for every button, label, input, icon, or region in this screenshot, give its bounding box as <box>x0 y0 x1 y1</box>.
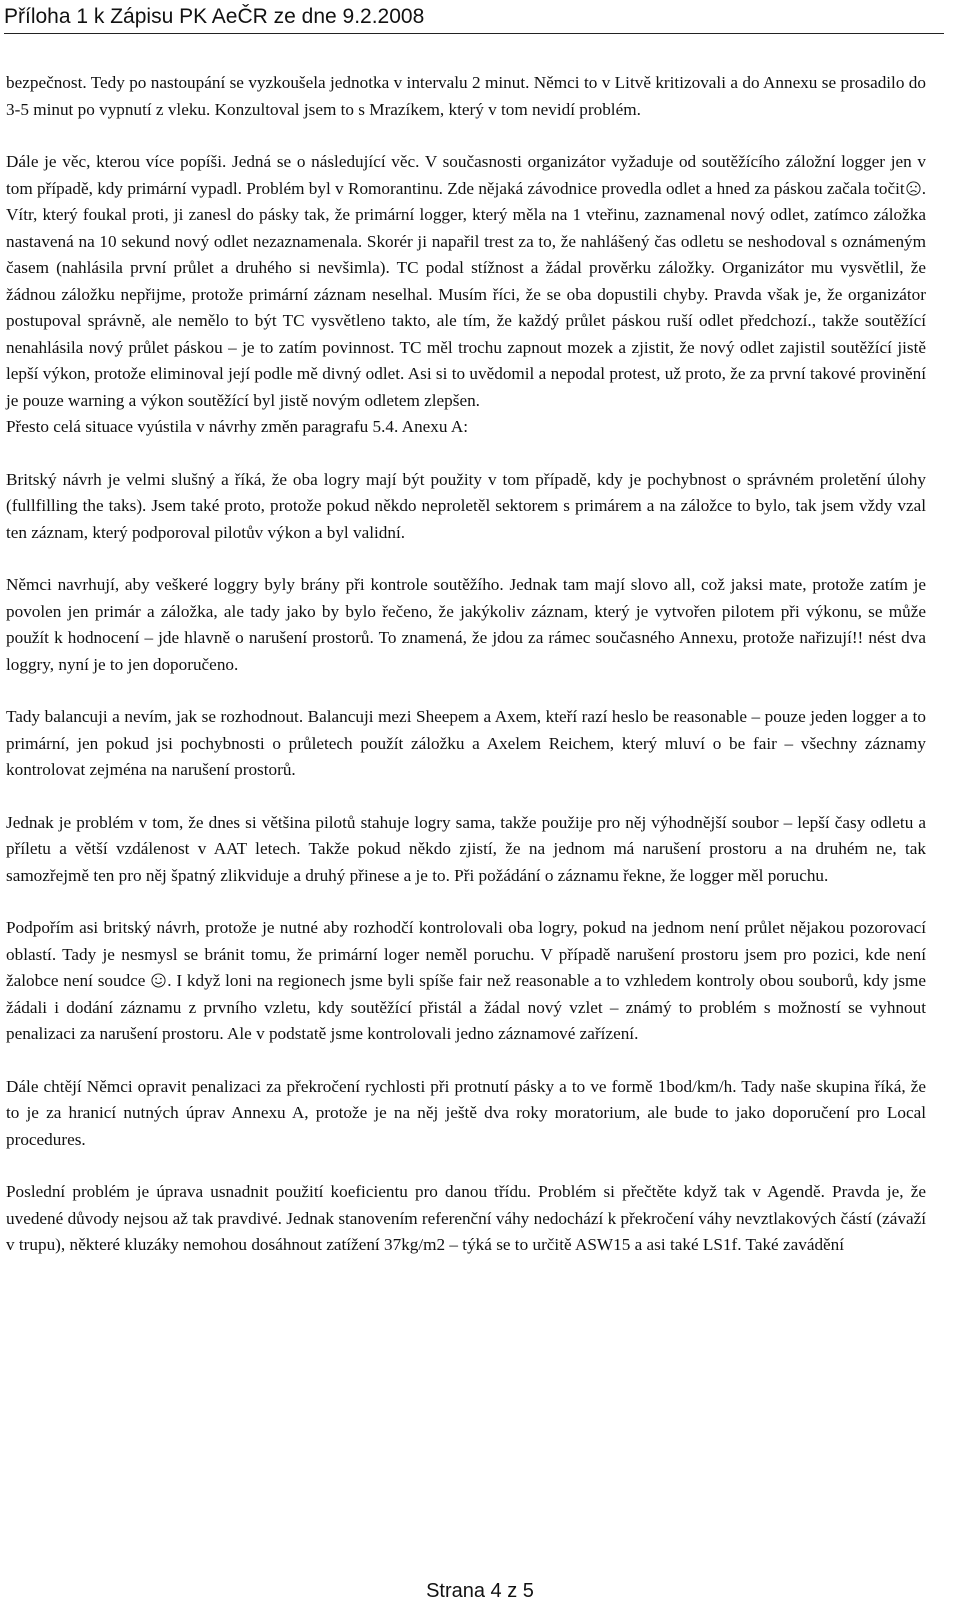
paragraph-text: Dále je věc, kterou více popíši. Jedná se o následující věc. V současnosti organizátor vyžaduje od soutěžícího záložní logger jen v tom případě, kdy primární vypadl. Problém byl v Romorantinu. Zde nějaká závodnice provedla odlet a hned za páskou začala točit <box>6 152 926 198</box>
paragraph-text: Podpořím asi britský návrh, protože je nutné aby rozhodčí kontrolovali oba logry, pokud na jednom není průlet nějakou pozorovací oblastí. Tady je nesmysl se bránit tomu, že primární loger neměl poruchu. V případě narušení prostoru jsem pro pozici, kde není žalobce není soudce <box>6 918 926 990</box>
paragraph: Přesto celá situace vyústila v návrhy změn paragrafu 5.4. Anexu A: <box>6 417 469 436</box>
paragraph <box>6 915 926 1048</box>
paragraph: Dále chtějí Němci opravit penalizaci za překročení rychlosti při protnutí pásky a to ve formě 1bod/km/h. Tady naše skupina říká, že to je za hranicí nutných úprav Annexu A, protože je na něj ještě dva roky moratorium, ale bude to jako doporučení pro Local procedures. <box>6 1076 926 1149</box>
sad-face-icon <box>906 181 921 196</box>
page-header <box>4 4 944 34</box>
document-title: Příloha 1 k Zápisu PK AeČR ze dne 9.2.2008 <box>4 5 425 28</box>
paragraph: Jednak je problém v tom, že dnes si většina pilotů stahuje logry sama, takže použije pro něj výhodnější soubor – lepší časy odletu a příletu a větší vzdálenost v AAT letech. Takže pokud někdo zjistí, že na jednom má narušení prostoru a na druhém ne, tak samozřejmě ten pro něj špatný zlikviduje a druhý přinese a je to. Při požádání o záznamu řekne, že logger měl poruchu. <box>6 812 926 885</box>
smiley-face-icon <box>151 973 166 988</box>
page-number: Strana 4 z 5 <box>426 1580 534 1602</box>
paragraph <box>6 149 926 414</box>
paragraph: bezpečnost. Tedy po nastoupání se vyzkoušela jednotka v intervalu 2 minut. Němci to v Litvě kritizovali a do Annexu se prosadilo do 3-5 minut po vypnutí z vleku. Konzultoval jsem to s Mrazíkem, který v tom nevidí problém. <box>6 73 926 119</box>
paragraph: Britský návrh je velmi slušný a říká, že oba logry mají být použity v tom případě, kdy je pochybnost o správném proletění úlohy (fullfilling the taks). Jsem také proto, protože pokud někdo neproletěl sektorem s primárem a na záložce to bylo, tak jsem vždy vzal ten záznam, který podporoval pilotův výkon a byl validní. <box>6 469 926 542</box>
document-body <box>6 70 926 1259</box>
paragraph: Tady balancuji a nevím, jak se rozhodnout. Balancuji mezi Sheepem a Axem, kteří razí heslo be reasonable – pouze jeden logger a to primární, jen pokud jsi pochybnosti o průletech použít záložku a Axelem Reichem, který mluví o be fair – všechny záznamy kontrolovat zejména na narušení prostorů. <box>6 707 926 779</box>
paragraph-text: . I když loni na regionech jsme byli spíše fair než reasonable a to vzhledem kontroly obou souborů, kdy jsme žádali i dodání záznamu z prvního vzletu, kdy soutěžící přistál a žádal nový vzlet – známý to problém s možností se vyhnout penalizaci za narušení prostoru. Ale v podstatě jsme kontrolovali jedno záznamové zařízení. <box>6 971 927 1043</box>
page-footer <box>0 1578 960 1604</box>
paragraph: Němci navrhují, aby veškeré loggry byly brány při kontrole soutěžího. Jednak tam mají slovo all, což jaksi mate, protože zatím je povolen jen primár a záložka, ale tady jako by bylo řečeno, že jakýkoliv záznam, který je vytvořen pilotem při výkonu, se může použít k hodnocení – jde hlavně o narušení prostorů. To znamená, že jdou za rámec současného Annexu, protože nařizují!! nést dva loggry, nyní je to jen doporučeno. <box>6 575 926 674</box>
paragraph: Poslední problém je úprava usnadnit použití koeficientu pro danou třídu. Problém si přečtěte když tak v Agendě. Pravda je, že uvedené důvody nejsou až tak pravdivé. Jednak stanovením referenční váhy nedochází k překročení váhy nevztlakových částí (závaží v trupu), některé kluzáky nemohou dosáhnout zatížení 37kg/m2 – týká se to určitě ASW15 a asi také LS1f. Také zavádění <box>6 1182 926 1254</box>
paragraph-text: . Vítr, který foukal proti, ji zanesl do pásky tak, že primární logger, který měla na 1 vteřinu, zaznamenal nový odlet, zatímco záložka nastavená na 10 sekund nový odlet nezaznamenala. Skorér ji napařil trest za to, že nahlášený čas odletu se neshodoval s oznámeným časem (nahlásila první průlet a druhého si nevšimla). TC podal stížnost a žádal prověrku záložky. Organizátor mu vysvětlil, že žádnou záložku nepřijme, protože primární záznam neselhal. Musím říci, že se oba dopustili chyby. Pravda však je, že organizátor postupoval správně, ale nemělo to být TC vysvětleno takto, ale tím, že každý průlet páskou ruší odlet předchozí., takže soutěžící nenahlásila nový průlet páskou – je to zatím povinnost. TC měl trochu zapnout mozek a zjistit, že nový odlet zajistil soutěžící jistě lepší výkon, protože eliminoval její podle mě divný odlet. Asi si to uvědomil a nepodal protest, už proto, že za první takové provinění je pouze warning a výkon soutěžící byl jistě novým odletem zlepšen. <box>6 178 926 410</box>
